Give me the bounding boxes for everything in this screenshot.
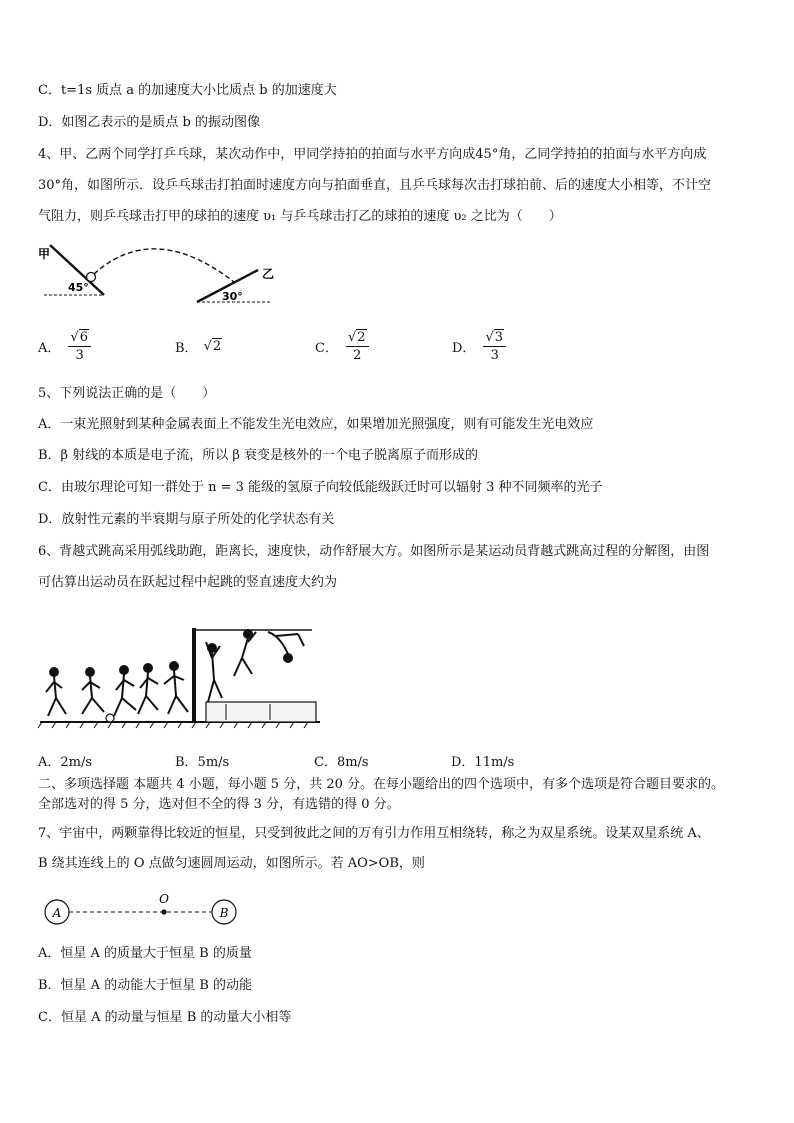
center-point	[161, 909, 166, 914]
denominator: 3	[490, 347, 499, 363]
q4-option-c	[315, 328, 369, 364]
q4-paddle-figure	[34, 238, 284, 310]
fraction-sqrt3-over-3: $\frac{√3}{3}$	[483, 330, 506, 363]
q3-option-d: D．如图乙表示的是质点 b 的振动图像	[38, 115, 261, 130]
denominator: 2	[353, 347, 362, 363]
q6-option-b: B．5m/s	[175, 755, 230, 770]
q6-option-d: D．11m/s	[451, 755, 515, 770]
numerator: 3	[494, 329, 504, 345]
high-jump-figure	[36, 618, 326, 730]
angle-45: 45°	[68, 281, 89, 294]
option-label: B．	[175, 340, 198, 356]
q4-stem-line3: 气阻力，则乒乓球击打甲的球拍的速度 υ₁ 与乒乓球击打乙的球拍的速度 υ₂ 之比为（ ）	[38, 209, 562, 224]
binary-star-figure	[40, 888, 245, 930]
q5-option-a: A．一束光照射到某种金属表面上不能发生光电效应，如果增加光照强度，则有可能发生光电效应	[38, 417, 594, 432]
fraction-sqrt6-over-3: $\frac{√6}{3}$	[68, 330, 91, 363]
star-b-label: B	[219, 906, 229, 920]
option-label: D．	[452, 340, 476, 356]
q4-stem-line1: 4、甲、乙两个同学打乒乓球，某次动作中，甲同学持拍的拍面与水平方向成45°角，乙同学持拍的拍面与水平方向成	[38, 147, 707, 162]
option-label: A．	[38, 340, 61, 356]
q7-stem-line2: B 绕其连线上的 O 点做匀速圆周运动，如图所示。若 AO>OB，则	[38, 856, 425, 871]
label-jia: 甲	[38, 247, 51, 261]
section2-heading-line2: 全部选对的得 5 分，选对但不全的得 3 分，有选错的得 0 分。	[38, 797, 400, 812]
q4-stem-line2: 30°角，如图所示．设乒乓球击打拍面时速度方向与拍面垂直，且乒乓球每次击打球拍前、后的速度大小相等，不计空	[38, 178, 712, 193]
q6-stem-line1: 6、背越式跳高采用弧线助跑，距离长，速度快，动作舒展大方。如图所示是某运动员背越式跳高过程的分解图，由图	[38, 544, 710, 559]
q5-option-c: C．由玻尔理论可知一群处于 n = 3 能级的氢原子向较低能级跃迁时可以辐射 3 种不同频率的光子	[38, 480, 603, 495]
q6-option-a: A．2m/s	[38, 755, 93, 770]
section2-heading-line1: 二、多项选择题 本题共 4 小题，每小题 5 分，共 20 分。在每小题给出的四个选项中，有多个选项是符合题目要求的。	[38, 777, 725, 792]
q6-option-c: C．8m/s	[314, 755, 369, 770]
numerator: 2	[357, 329, 366, 345]
label-yi: 乙	[262, 267, 275, 281]
star-a-label: A	[52, 906, 62, 920]
q5-stem: 5、下列说法正确的是（ ）	[38, 386, 216, 401]
q4-option-a	[38, 328, 91, 364]
q6-stem-line2: 可估算出运动员在跃起过程中起跳的竖直速度大约为	[38, 575, 338, 590]
option-label: C．	[315, 340, 338, 356]
q7-option-a: A．恒星 A 的质量大于恒星 B 的质量	[38, 946, 252, 961]
q3-option-c: C．t=1s 质点 a 的加速度大小比质点 b 的加速度大	[38, 83, 337, 98]
q4-options	[38, 328, 758, 364]
center-label: O	[159, 892, 169, 906]
denominator: 3	[75, 347, 84, 363]
angle-30: 30°	[222, 290, 243, 303]
q7-stem-line1: 7、宇宙中，两颗靠得比较近的恒星，只受到彼此之间的万有引力作用互相绕转，称之为双星系统。设某双星系统 A、	[38, 826, 710, 841]
radicand: 2	[212, 338, 222, 354]
q7-option-b: B．恒星 A 的动能大于恒星 B 的动能	[38, 978, 253, 993]
fraction-sqrt2-over-2: $\frac{√2}{2}$	[346, 330, 369, 363]
numerator: 6	[79, 329, 88, 345]
jump-standard-post	[192, 628, 196, 722]
q5-option-d: D．放射性元素的半衰期与原子所处的化学状态有关	[38, 512, 335, 527]
q5-option-b: B．β 射线的本质是电子流，所以 β 衰变是核外的一个电子脱离原子而形成的	[38, 448, 478, 463]
q4-option-b: B． √2	[175, 338, 222, 356]
q4-option-d	[452, 328, 506, 364]
q7-option-c: C．恒星 A 的动量与恒星 B 的动量大小相等	[38, 1010, 292, 1025]
landing-mat	[206, 702, 316, 722]
ball-trajectory	[94, 249, 234, 282]
